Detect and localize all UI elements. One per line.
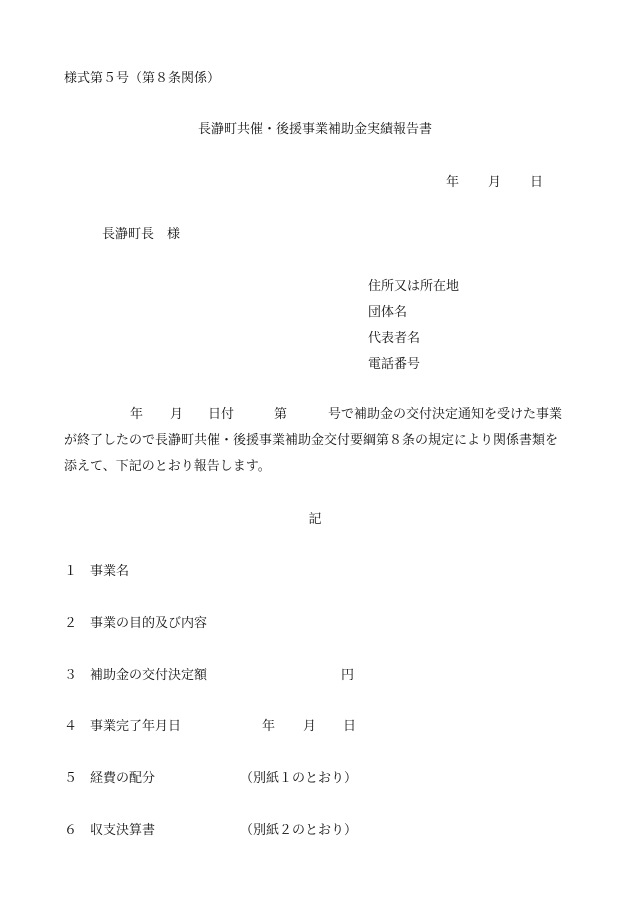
item-number: ４ [64,719,78,734]
body-line-3: 添えて、下記のとおり報告します。 [64,459,271,474]
applicant-phone-label: 電話番号 [368,357,421,372]
item-2 [64,612,207,631]
body-month: 月 [170,407,184,422]
item-6 [64,819,358,838]
body-line-2: が終了したので長瀞町共催・後援事業補助金交付要綱第８条の規定により関係書類を [64,433,559,448]
applicant-org-label: 団体名 [368,305,408,320]
date-year: 年 [446,175,460,190]
applicant-address-label: 住所又は所在地 [368,279,460,294]
form-number: 様式第５号（第８条関係） [64,71,221,86]
body-year: 年 [130,407,144,422]
item-label: 補助金の交付決定額 [90,668,208,683]
body-line-1 [64,402,574,428]
item-label: 事業完了年月日 [90,719,182,734]
item-number: ３ [64,668,78,683]
item-number: ６ [64,823,78,838]
item-6-reference: （別紙２のとおり） [240,823,358,838]
body-line1-rest: 号で補助金の交付決定通知を受けた事業 [328,407,563,422]
item-number: ５ [64,771,78,786]
document-title: 長瀞町共催・後援事業補助金実績報告書 [197,122,432,137]
ki-heading: 記 [308,512,322,527]
item-label: 事業名 [90,564,130,579]
item-number: １ [64,564,78,579]
item-number: ２ [64,616,78,631]
body-day: 日付 [208,407,235,422]
item-3-yen: 円 [341,668,355,683]
item-1 [64,560,129,579]
item-label: 収支決算書 [90,823,156,838]
item-label: 経費の配分 [90,771,156,786]
item-4-year: 年 [262,719,276,734]
addressee: 長瀞町長 様 [102,227,181,242]
item-label: 事業の目的及び内容 [90,616,208,631]
date-day: 日 [530,175,544,190]
applicant-representative-label: 代表者名 [368,331,421,346]
item-5-reference: （別紙１のとおり） [240,771,358,786]
body-dai: 第 [274,407,288,422]
applicant-block [368,274,459,378]
item-5 [64,767,358,786]
report-body [64,402,574,480]
item-4-day: 日 [343,719,357,734]
item-3 [64,664,355,683]
date-month: 月 [488,175,502,190]
item-4 [64,715,357,734]
item-4-month: 月 [303,719,317,734]
